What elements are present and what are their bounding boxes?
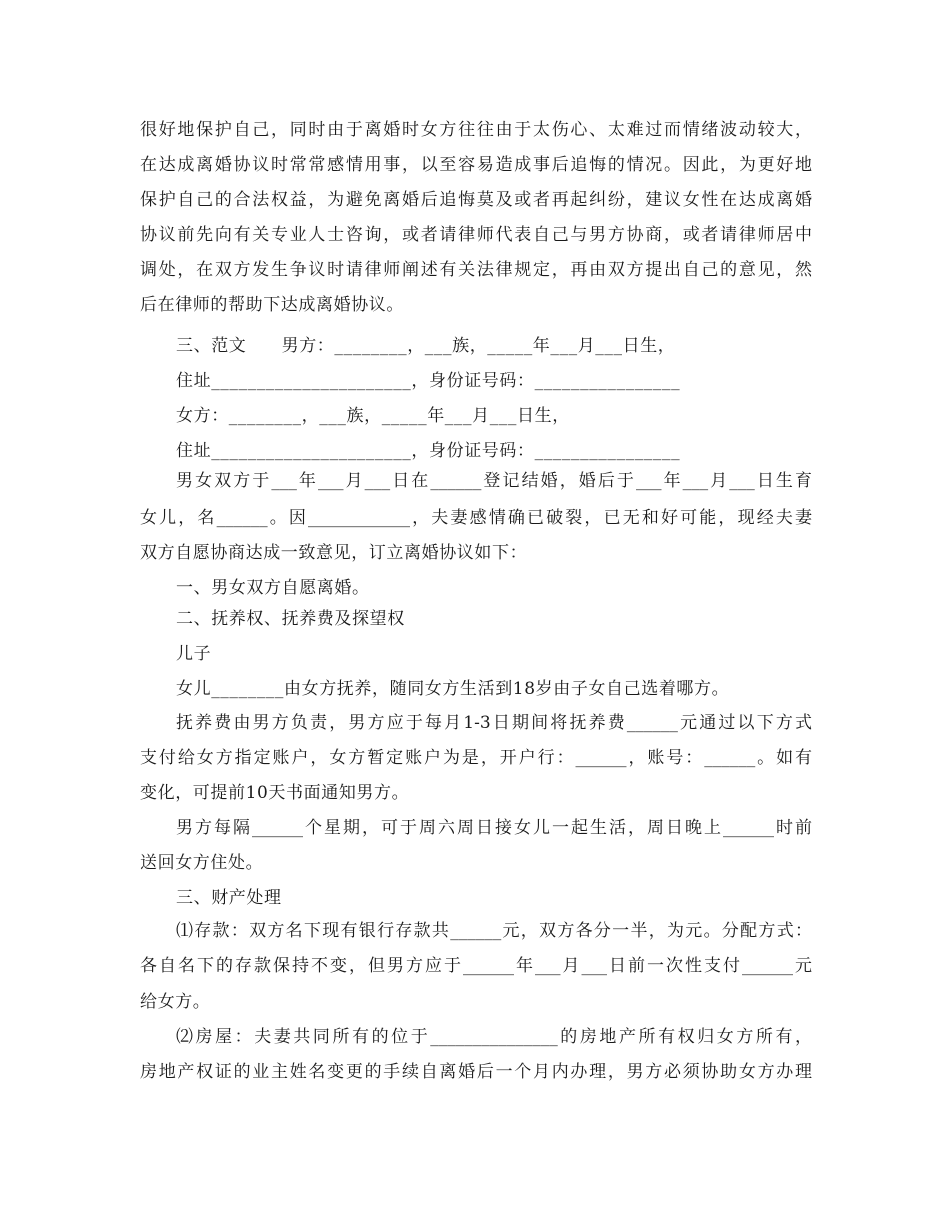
- text-line: 保护自己的合法权益，为避免离婚后追悔莫及或者再起纠纷，建议女性在达成离婚: [140, 190, 812, 210]
- text-line: 调处，在双方发生争议时请律师阐述有关法律规定，再由双方提出自己的意见，然: [140, 260, 812, 280]
- text-line: 后在律师的帮助下达成离婚协议。: [140, 295, 404, 315]
- text-line: 在达成离婚协议时常常感情用事，以至容易造成事后追悔的情况。因此，为更好地: [140, 155, 812, 175]
- text-line: 女儿________由女方抚养，随同女方生活到18岁由子女自己选着哪方。: [176, 679, 730, 699]
- text-line: 儿子: [176, 644, 212, 664]
- clause-heading: 一、男女双方自愿离婚。: [176, 578, 370, 598]
- text-line: 男方每隔______个星期，可于周六周日接女儿一起生活，周日晚上______时前: [176, 818, 812, 838]
- clause-heading: 二、抚养权、抚养费及探望权: [176, 609, 405, 629]
- text-line: ⑴存款：双方名下现有银行存款共______元，双方各分一半，为元。分配方式：: [176, 921, 812, 941]
- text-line: ⑵房屋：夫妻共同所有的位于_______________的房地产所有权归女方所有，: [176, 1027, 812, 1047]
- form-line-wife: 女方：________，___族，_____年___月___日生，: [176, 406, 570, 426]
- form-line-address: 住址______________________，身份证号码：________________: [176, 371, 681, 391]
- clause-heading: 三、财产处理: [176, 888, 282, 908]
- text-line: 变化，可提前10天书面通知男方。: [140, 783, 410, 803]
- section-heading-sample: 三、范文 男方：________，___族，_____年___月___日生，: [176, 336, 676, 356]
- text-line: 双方自愿协商达成一致意见，订立离婚协议如下：: [140, 543, 528, 563]
- text-line: 支付给女方指定账户，女方暂定账户为是，开户行：______，账号：______。如有: [140, 748, 812, 768]
- text-line: 女儿，名______。因____________，夫妻感情确已破裂，已无和好可能，现经夫妻: [140, 508, 812, 528]
- text-line: 房地产权证的业主姓名变更的手续自离婚后一个月内办理，男方必须协助女方办理: [140, 1062, 812, 1082]
- text-line: 协议前先向有关专业人士咨询，或者请律师代表自己与男方协商，或者请律师居中: [140, 225, 812, 245]
- text-line: 给女方。: [140, 992, 211, 1012]
- text-line: 各自名下的存款保持不变，但男方应于______年___月___日前一次性支付______元: [140, 956, 812, 976]
- form-line-address: 住址______________________，身份证号码：________________: [176, 441, 681, 461]
- text-line: 抚养费由男方负责，男方应于每月1-3日期间将抚养费______元通过以下方式: [176, 713, 812, 733]
- text-line: 送回女方住处。: [140, 853, 264, 873]
- text-line: 很好地保护自己，同时由于离婚时女方往往由于太伤心、太难过而情绪波动较大，: [140, 120, 812, 140]
- text-line: 男女双方于___年___月___日在______登记结婚，婚后于___年___月___日生育: [176, 471, 812, 491]
